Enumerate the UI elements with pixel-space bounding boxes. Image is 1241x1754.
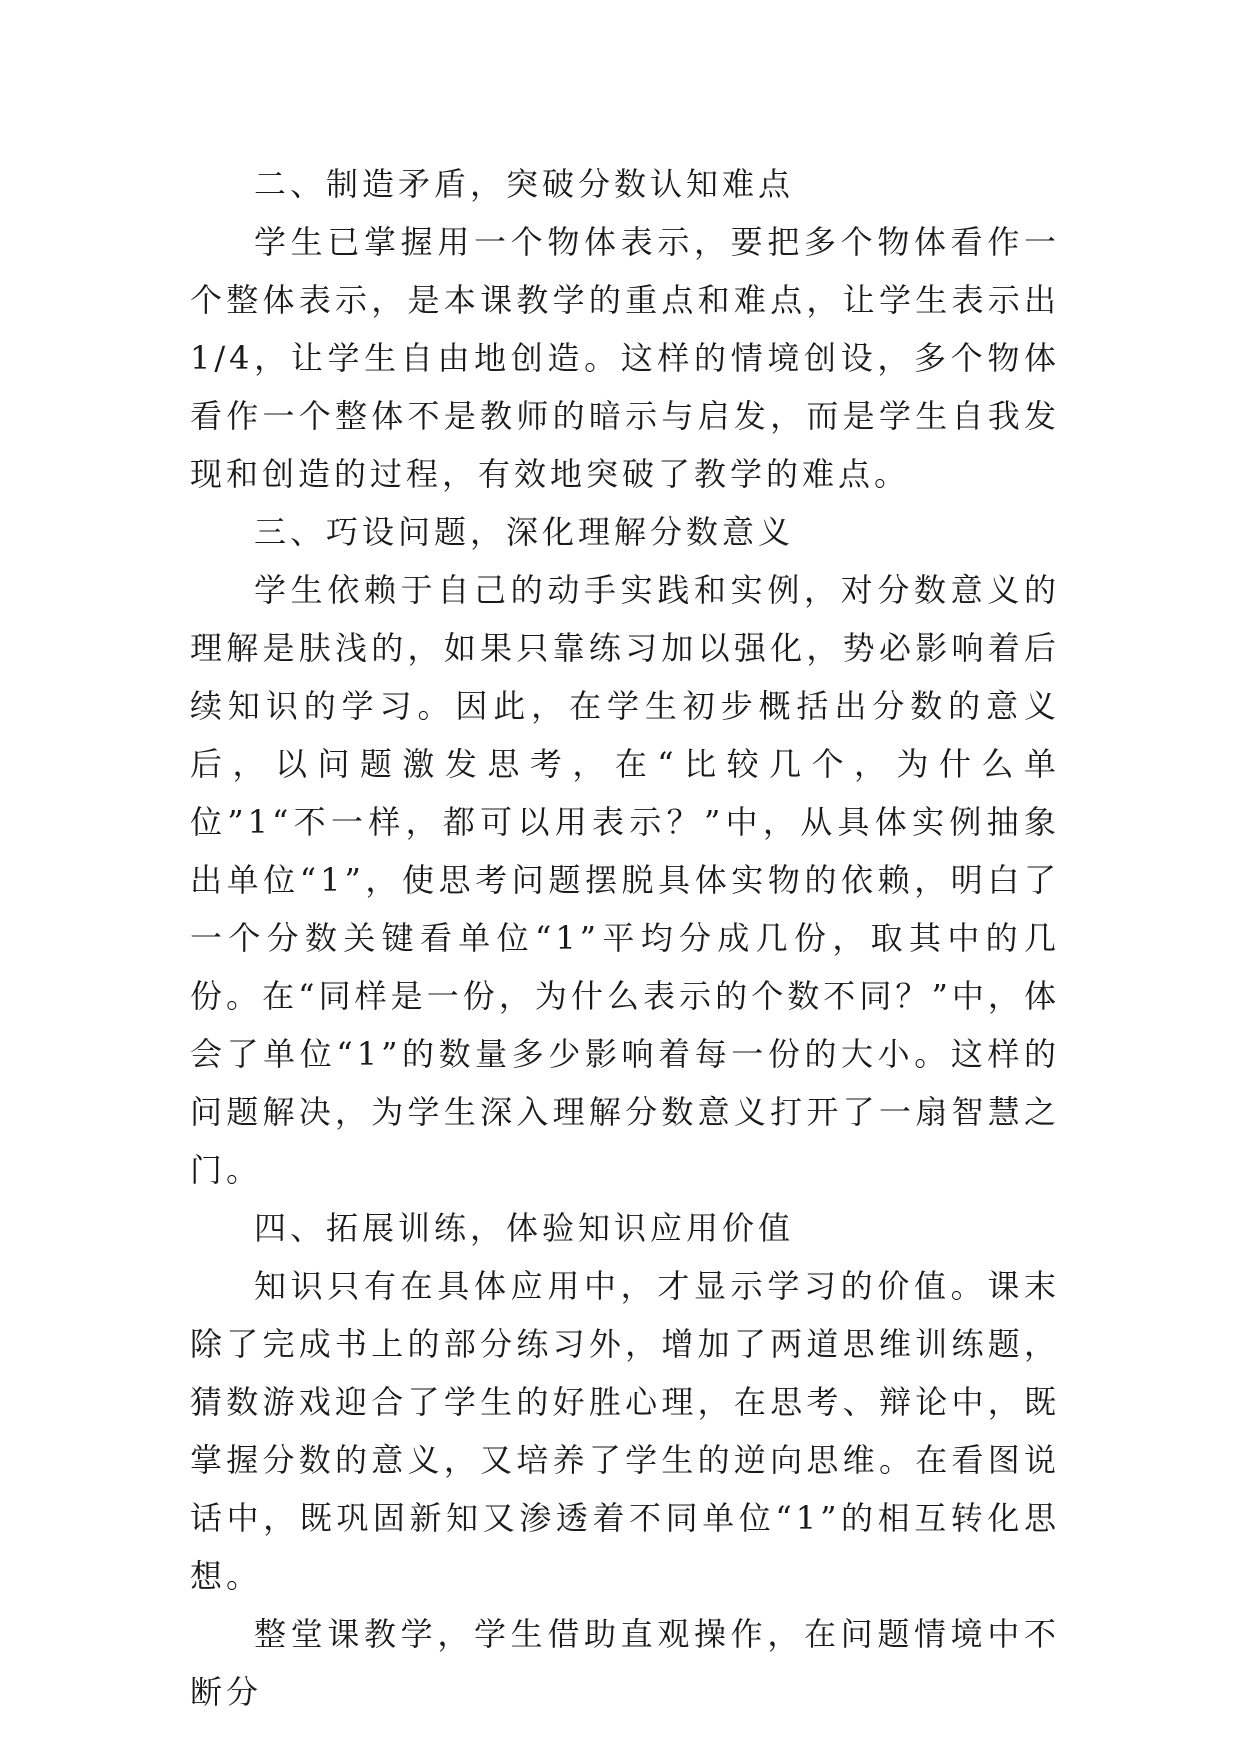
section-heading-2: 二、制造矛盾，突破分数认知难点 xyxy=(254,165,795,203)
document-body xyxy=(190,155,1060,1721)
section-heading-3: 三、巧设问题，深化理解分数意义 xyxy=(254,513,795,551)
paragraph-2: 学生依赖于自己的动手实践和实例，对分数意义的理解是肤浅的，如果只靠练习加以强化，势必影响着后续知识的学习。因此，在学生初步概括出分数的意义后，以问题激发思考，在“比较几个，为什么单位”1“不一样，都可以用表示？”中，从具体实例抽象出单位“1”，使思考问题摆脱具体实物的依赖，明白了一个分数关键看单位“1”平均分成几份，取其中的几份。在“同样是一份，为什么表示的个数不同？”中，体会了单位“1”的数量多少影响着每一份的大小。这样的问题解决，为学生深入理解分数意义打开了一扇智慧之门。 xyxy=(190,571,1060,1189)
section-heading-4: 四、拓展训练，体验知识应用价值 xyxy=(254,1209,795,1247)
paragraph-4: 整堂课教学，学生借助直观操作，在问题情境中不断分 xyxy=(190,1615,1060,1711)
paragraph-1: 学生已掌握用一个物体表示，要把多个物体看作一个整体表示，是本课教学的重点和难点，让学生表示出1/4，让学生自由地创造。这样的情境创设，多个物体看作一个整体不是教师的暗示与启发，而是学生自我发现和创造的过程，有效地突破了教学的难点。 xyxy=(190,223,1060,493)
paragraph-3: 知识只有在具体应用中，才显示学习的价值。课末除了完成书上的部分练习外，增加了两道思维训练题，猜数游戏迎合了学生的好胜心理，在思考、辩论中，既掌握分数的意义，又培养了学生的逆向思维。在看图说话中，既巩固新知又渗透着不同单位“1”的相互转化思想。 xyxy=(190,1267,1060,1595)
